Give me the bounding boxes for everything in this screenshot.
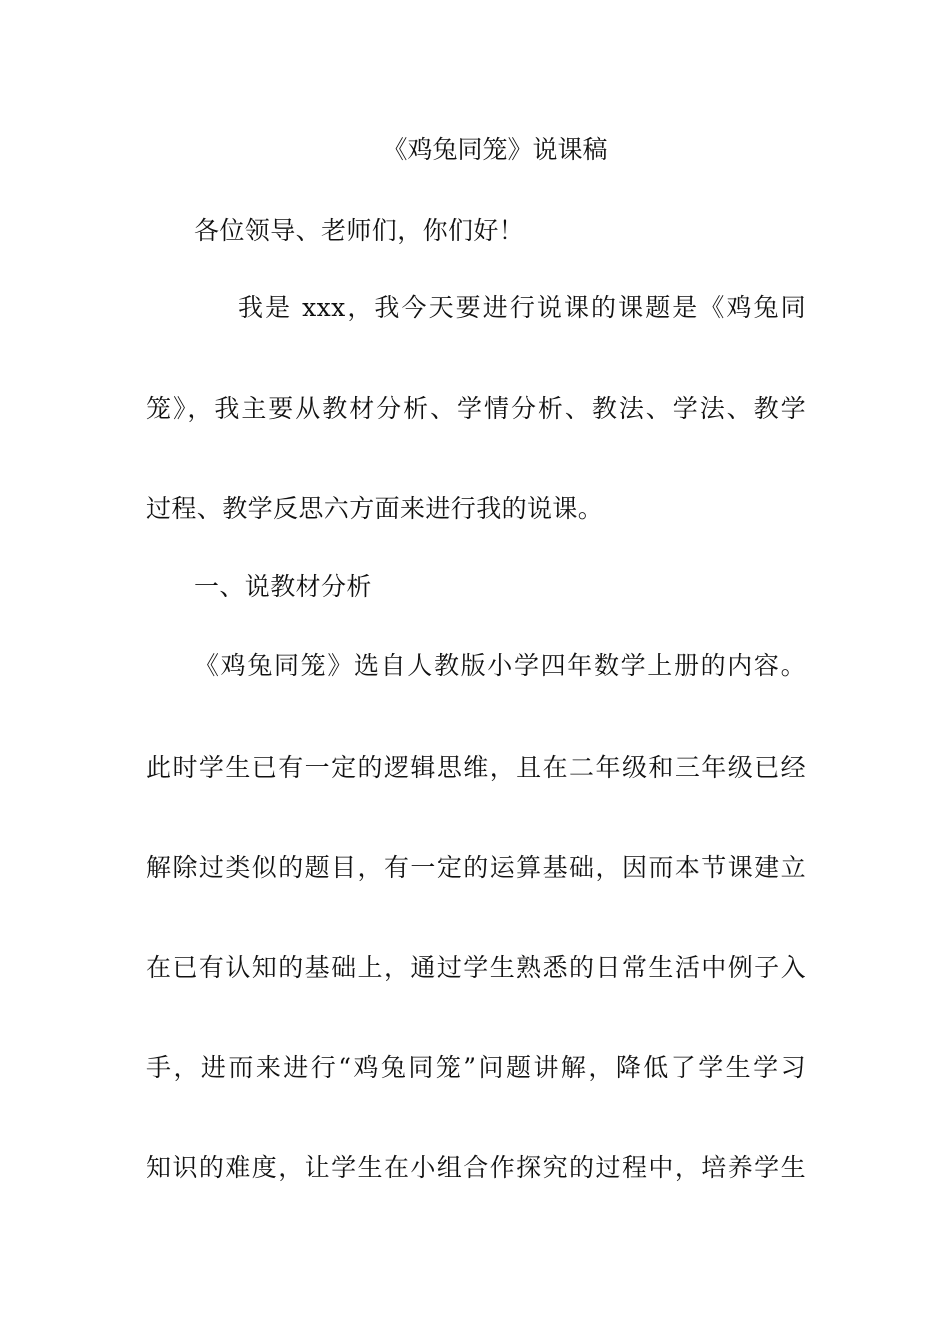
body-line: 此时学生已有一定的逻辑思维，且在二年级和三年级已经: [146, 753, 806, 782]
intro-line: 我是 xxx，我今天要进行说课的课题是《鸡兔同: [238, 293, 806, 322]
document-title-text: 《鸡兔同笼》说课稿: [382, 135, 608, 164]
body-line: 《鸡兔同笼》选自人教版小学四年数学上册的内容。: [194, 651, 806, 680]
body-line: 在已有认知的基础上，通过学生熟悉的日常生活中例子入: [146, 953, 806, 982]
section-heading: 一、说教材分析: [194, 572, 372, 601]
document-title: [0, 134, 950, 166]
greeting-line: 各位领导、老师们，你们好！: [194, 216, 525, 245]
intro-line: 笼》，我主要从教材分析、学情分析、教法、学法、教学: [146, 394, 806, 423]
intro-line: 过程、教学反思六方面来进行我的说课。: [146, 494, 604, 523]
body-line: 手，进而来进行“鸡兔同笼”问题讲解，降低了学生学习: [146, 1053, 806, 1082]
body-line: 解除过类似的题目，有一定的运算基础，因而本节课建立: [146, 853, 806, 882]
body-line: 知识的难度，让学生在小组合作探究的过程中，培养学生: [146, 1153, 806, 1182]
